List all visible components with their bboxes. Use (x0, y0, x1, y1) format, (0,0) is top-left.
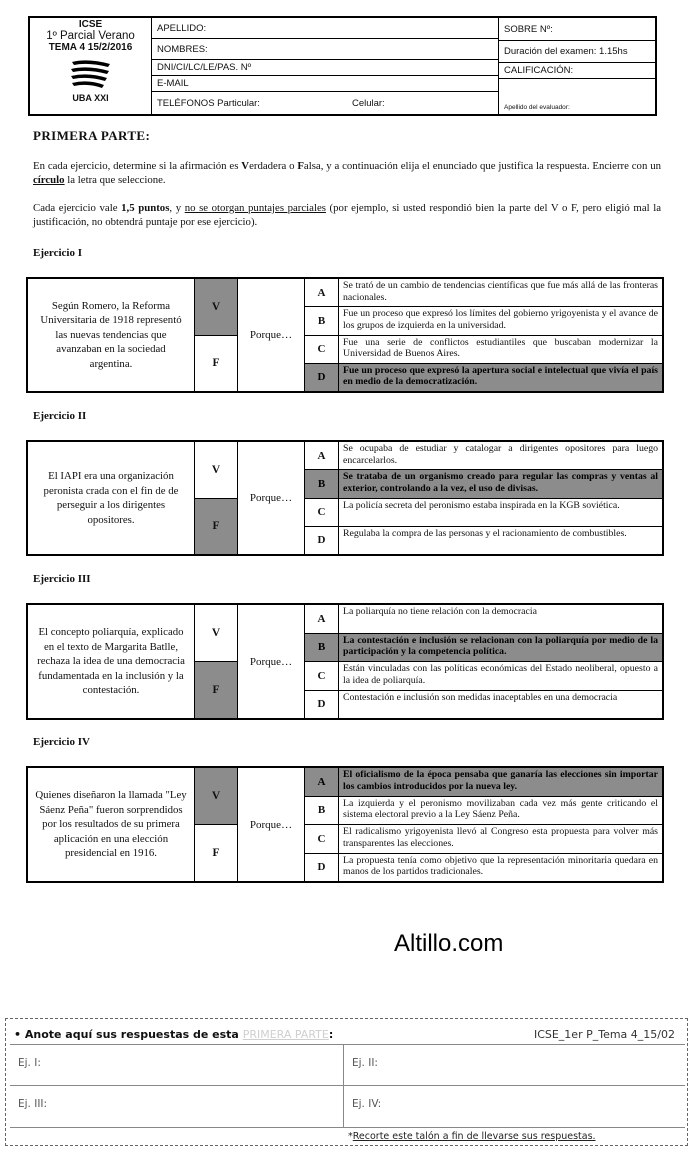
slip-answer-grid (10, 1044, 685, 1128)
nombres-label: NOMBRES: (157, 43, 208, 55)
option-text: Se ocupaba de estudiar y catalogar a dirigentes opositores para luego encarcelarlos. (343, 443, 658, 466)
exercise-3-option-d[interactable] (305, 690, 662, 719)
exercise-3-title: Ejercicio III (33, 573, 91, 585)
option-text: El radicalismo yrigoyenista llevó al Congreso esta propuesta para volver más transparentes las elecciones. (343, 826, 658, 849)
evaluador-field[interactable] (499, 79, 655, 114)
exercise-2-option-d[interactable] (305, 526, 662, 554)
exercise-3-true-false (195, 605, 238, 718)
exercise-4-option-c[interactable] (305, 824, 662, 853)
option-text: La policía secreta del peronismo estaba inspirada en la KGB soviética. (343, 499, 620, 511)
exercise-1-option-b[interactable] (305, 306, 662, 334)
duracion-field (499, 41, 655, 63)
uba-xxi-logo-icon (68, 56, 114, 92)
slip-heading: • Anote aquí sus respuestas de esta PRIMERA PARTE: (14, 1028, 334, 1041)
option-text: Contestación e inclusión son medidas inaceptables en una democracia (343, 691, 618, 703)
exercise-1-statement: Según Romero, la Reforma Universitaria de 1918 representó las nuevas tendencias que avanzaban en la sociedad argentina. (28, 279, 195, 391)
institution-label: ICSE (78, 19, 103, 30)
option-letter: C (305, 336, 339, 363)
exercise-3-statement: El concepto poliarquía, explicado en el texto de Margarita Batlle, rechaza la idea de una democracia fundamentada en la inclusión y la contestación. (28, 605, 195, 718)
duracion-label: Duración del examen: 1.15hs (504, 46, 628, 57)
option-text: Se trató de un cambio de tendencias científicas que fue más allá de las fronteras nacionales. (343, 280, 658, 303)
exercise-1-option-f[interactable]: F (195, 335, 237, 392)
option-letter: A (305, 768, 339, 796)
exercise-4-option-f[interactable]: F (195, 824, 237, 881)
option-text: Están vinculadas con las políticas económicas del Estado neoliberal, opuesto a la idea de poliarquía. (343, 663, 658, 686)
exercise-2-table (26, 440, 664, 556)
exercise-2-title: Ejercicio II (33, 410, 87, 422)
dni-field[interactable] (152, 60, 498, 76)
exercise-1-table (26, 277, 664, 393)
option-letter: D (305, 691, 339, 719)
exercise-3-option-v[interactable]: V (211, 627, 221, 639)
exercise-3-option-c[interactable] (305, 661, 662, 690)
option-text: La poliarquía no tiene relación con la democracia (343, 606, 537, 617)
logo-text: UBA XXI (72, 93, 109, 103)
option-text: La contestación e inclusión se relacionan con la poliarquía por medio de la participación y la competencia política. (339, 634, 662, 662)
exercise-4-option-d[interactable] (305, 853, 662, 882)
option-text: El oficialismo de la época pensaba que ganaría las elecciones sin importar los cambios introducidos por la nueva ley. (339, 768, 662, 796)
exercise-2-option-c[interactable] (305, 498, 662, 526)
exercise-3-option-a[interactable] (305, 605, 662, 633)
exercise-4-option-b[interactable] (305, 796, 662, 825)
nombres-field[interactable] (152, 39, 498, 60)
exercise-1-title: Ejercicio I (33, 247, 82, 259)
exercise-2-statement: El IAPI era una organización peronista crada con el fin de de perseguir a los dirigentes opositores. (28, 442, 195, 554)
exercise-2-options (305, 442, 662, 554)
telefonos-field[interactable] (152, 92, 498, 114)
slot-ej-2[interactable]: Ej. II: (352, 1057, 378, 1069)
exercise-4-option-v[interactable]: V (195, 768, 237, 824)
slip-code: ICSE_1er P_Tema 4_15/02 (533, 1028, 675, 1041)
option-letter: B (305, 634, 339, 662)
header-logo-block (30, 18, 152, 114)
exercise-1-option-d[interactable] (305, 363, 662, 391)
exercise-1-option-a[interactable] (305, 279, 662, 306)
exercise-1-true-false (195, 279, 238, 391)
option-letter: A (305, 442, 339, 469)
dni-label: DNI/CI/LC/LE/PAS. Nº (157, 62, 252, 73)
tema-date: TEMA 4 15/2/2016 (48, 42, 133, 53)
exercise-3-options (305, 605, 662, 718)
exercise-2-true-false (195, 442, 238, 554)
option-text: Fue un proceso que expresó la apertura social e intelectual que vivía el país en medio de la democratización. (339, 364, 662, 391)
exam-name: 1º Parcial Verano (46, 30, 135, 42)
watermark-text: Altillo.com (394, 930, 504, 957)
exercise-1-options (305, 279, 662, 391)
option-letter: C (305, 825, 339, 853)
slot-ej-1[interactable]: Ej. I: (18, 1057, 41, 1069)
slot-ej-4[interactable]: Ej. IV: (352, 1098, 382, 1110)
option-letter: B (305, 307, 339, 334)
option-letter: C (305, 662, 339, 690)
exercise-1-option-v[interactable]: V (195, 279, 237, 335)
option-text: Se trataba de un organismo creado para regular las compras y ventas al exterior, controlando a la vez, el uso de divisas. (339, 470, 662, 497)
telefonos-label: TELÉFONOS Particular: (157, 97, 260, 109)
option-letter: A (305, 279, 339, 306)
instructions-paragraph-2: Cada ejercicio vale 1,5 puntos, y no se otorgan puntajes parciales (por ejemplo, si usted respondió bien la parte del V o F, pero eligió mal la justificación, no obtendrá puntaje por ese ejercicio). (33, 202, 661, 228)
evaluador-label: Apellido del evaluador: (504, 104, 570, 111)
exam-admin-fields (499, 18, 655, 114)
exercise-3-option-b[interactable] (305, 633, 662, 662)
option-text: Fue un proceso que expresó los límites del gobierno yrigoyenista y el avance de los grupos de izquierda en la universidad. (343, 308, 658, 331)
email-label: E-MAIL (157, 78, 189, 89)
option-letter: B (305, 797, 339, 825)
exercise-1-option-c[interactable] (305, 335, 662, 363)
exercise-4-option-a[interactable] (305, 768, 662, 796)
option-text: La izquierda y el peronismo movilizaban cada vez más gente criticando el sistema electoral previo a la Ley Sáenz Peña. (343, 797, 658, 820)
exercise-4-options (305, 768, 662, 881)
exercise-3-porque: Porque… (238, 605, 305, 718)
option-letter: A (305, 605, 339, 633)
exercise-3-option-f[interactable]: F (195, 661, 237, 718)
answer-slip (5, 1018, 688, 1146)
apellido-field[interactable] (152, 18, 498, 39)
option-letter: D (305, 854, 339, 882)
instructions-paragraph-1: En cada ejercicio, determine si la afirmación es Verdadera o Falsa, y a continuación elija el enunciado que justifica la respuesta. Encierre con un círculo la letra que seleccione. (33, 160, 661, 186)
slip-cut-note: *Recorte este talón a fin de llevarse sus respuestas. (348, 1131, 596, 1142)
exercise-2-option-v[interactable]: V (211, 463, 221, 476)
option-text: La propuesta tenía como objetivo que la representación minoritaria quedara en manos de los partidos tradicionales. (343, 854, 658, 877)
part-title: PRIMERA PARTE: (33, 128, 151, 143)
option-text: Fue una serie de conflictos estudiantiles que buscaban modernizar la Universidad de Buenos Aires. (343, 336, 658, 359)
exercise-2-porque: Porque… (238, 442, 305, 554)
exercise-2-option-b[interactable] (305, 469, 662, 497)
celular-label: Celular: (351, 97, 385, 109)
apellido-label: APELLIDO: (157, 22, 207, 34)
option-letter: D (305, 527, 339, 554)
option-letter: C (305, 499, 339, 526)
exercise-4-true-false (195, 768, 238, 881)
calificacion-field[interactable] (499, 63, 655, 79)
exam-header (28, 16, 657, 116)
option-text: Regulaba la compra de las personas y el racionamiento de combustibles. (343, 527, 627, 539)
exercise-4-table (26, 766, 664, 883)
sobre-field[interactable] (499, 18, 655, 41)
exercise-2-option-a[interactable] (305, 442, 662, 469)
slot-ej-3[interactable]: Ej. III: (18, 1098, 48, 1110)
exercise-2-option-f[interactable]: F (195, 498, 237, 555)
calificacion-label: CALIFICACIÓN: (504, 65, 574, 76)
exercise-4-porque: Porque… (238, 768, 305, 881)
student-fields (152, 18, 499, 114)
option-letter: D (305, 364, 339, 391)
exercise-4-title: Ejercicio IV (33, 736, 90, 748)
exercise-4-statement: Quienes diseñaron la llamada "Ley Sáenz Peña" fueron sorprendidos por los resultados de su primera aplicación en una elección presidencial en 1916. (28, 768, 195, 881)
email-field[interactable] (152, 76, 498, 92)
exercise-1-porque: Porque… (238, 279, 305, 391)
sobre-label: SOBRE Nº: (504, 23, 553, 35)
option-letter: B (305, 470, 339, 497)
exercise-3-table (26, 603, 664, 720)
